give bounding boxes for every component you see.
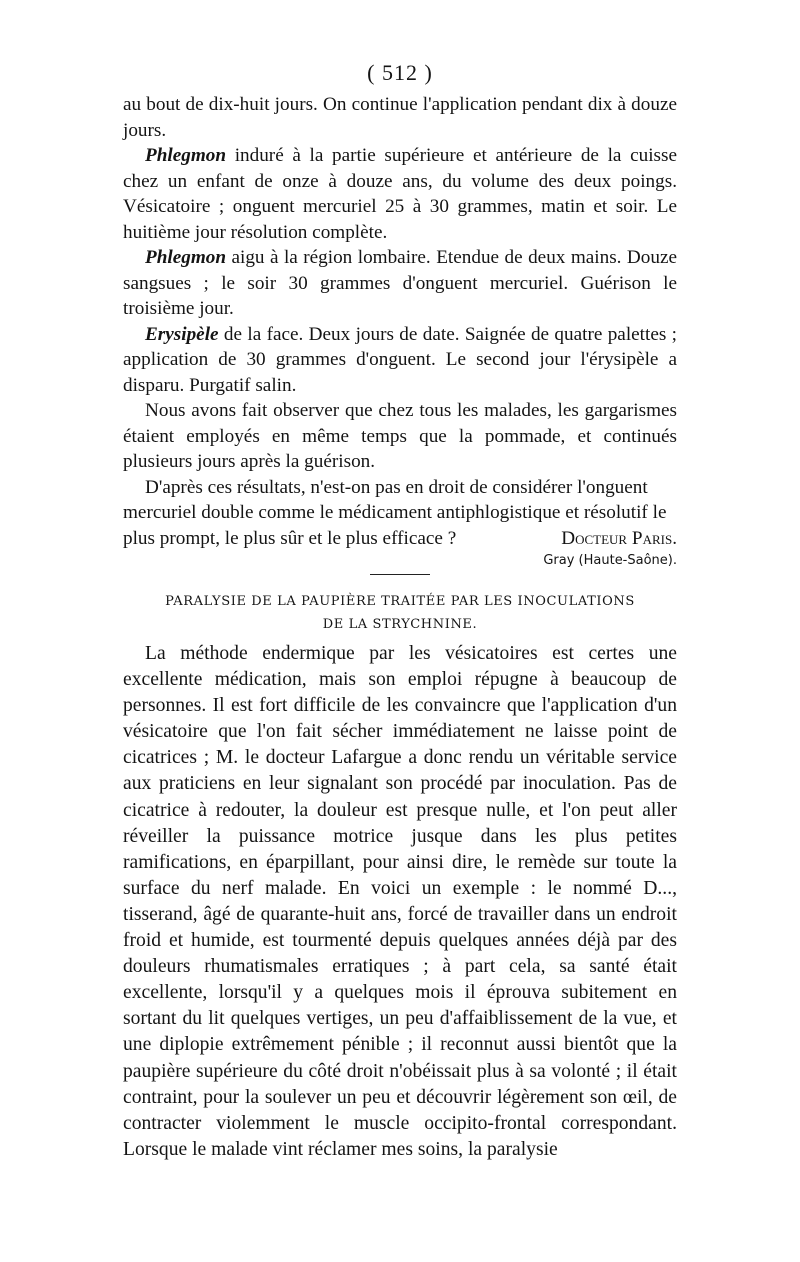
paragraph-continuation: au bout de dix-huit jours. On continue l'application pendant dix à douze jours.: [123, 94, 677, 141]
term-phlegmon: Phlegmon: [145, 145, 227, 166]
text-conclusion: D'après ces résultats, n'est-on pas en droit de considérer l'onguent mercuriel double comme le médicament antiphlogistique et résolutif le plus prompt, le plus sûr et le plus efficace ?: [123, 476, 667, 549]
text-phlegmon-thigh: induré à la partie supérieure et antérieure de la cuisse chez un enfant de onze à douze ans, du volume des deux poings. Vésicatoire ; onguent mercuriel 25 à 30 grammes, matin et soir. Le huitième jour résolution complète.: [123, 145, 677, 243]
paragraph-phlegmon-lumbar: [123, 245, 677, 322]
section-title-line-1: PARALYSIE DE LA PAUPIÈRE TRAITÉE PAR LES INOCULATIONS: [165, 594, 635, 609]
author-signature: Docteur Paris.: [561, 527, 677, 549]
paragraph-phlegmon-thigh: [123, 143, 677, 245]
page-number: ( 512 ): [367, 60, 433, 85]
paragraph-erysipele: [123, 322, 677, 399]
author-place: Gray (Haute-Saône).: [543, 553, 677, 568]
section-divider: [370, 574, 430, 575]
section-title-line-2: DE LA STRYCHNINE.: [322, 617, 478, 632]
term-phlegmon-lumbar: Phlegmon: [145, 247, 227, 268]
paragraph-conclusion: [123, 475, 677, 552]
text-erysipele: de la face. Deux jours de date. Saignée de quatre palettes ; application de 30 grammes d'onguent. Le second jour l'érysipèle a disparu. Purgatif salin.: [123, 323, 677, 396]
term-erysipele: Erysipèle: [145, 323, 219, 345]
paragraph-observation: Nous avons fait observer que chez tous les malades, les gargarismes étaient employés en même temps que la pommade, et continués plusieurs jours après la guérison.: [123, 400, 677, 472]
case-reports: [123, 92, 677, 571]
article-body: [123, 641, 677, 1163]
section-title: [123, 590, 677, 636]
article-paragraph: La méthode endermique par les vésicatoires est certes une excellente médication, mais son emploi répugne à beaucoup de personnes. Il est fort difficile de les convaincre que l'application d'un vésicatoire que l'on fait sécher immédiatement ne laisse point de cicatrices ; M. le docteur Lafargue a donc rendu un véritable service aux praticiens en leur signalant son procédé par inoculation. Pas de cicatrice à redouter, la douleur est presque nulle, et l'on peut aller réveiller la puissance motrice jusque dans les plus petites ramifications, en éparpillant, pour ainsi dire, le remède sur toute la surface du nerf malade. En voici un exemple : le nommé D..., tisserand, âgé de quarante-huit ans, forcé de travailler dans un endroit froid et humide, est tourmenté depuis quelques années déjà par des douleurs rhumatismales erratiques ; à part cela, sa santé était excellente, lorsqu'il y a quelques mois il éprouva subitement en sortant du lit quelques vertiges, un peu d'affaiblissement de la vue, et une diplopie extrêmement pénible ; il reconnut aussi bientôt que la paupière supérieure du côté droit n'obéissait plus à sa volonté ; il était contraint, pour la soulever un peu et découvrir légèrement son œil, de contracter violemment le muscle occipito-frontal correspondant. Lorsque le malade vint réclamer mes soins, la paralysie: [123, 643, 677, 1160]
text-phlegmon-lumbar: aigu à la région lombaire. Etendue de deux mains. Douze sangsues ; le soir 30 grammes d'onguent mercuriel. Guérison le troisième jour.: [123, 247, 677, 319]
